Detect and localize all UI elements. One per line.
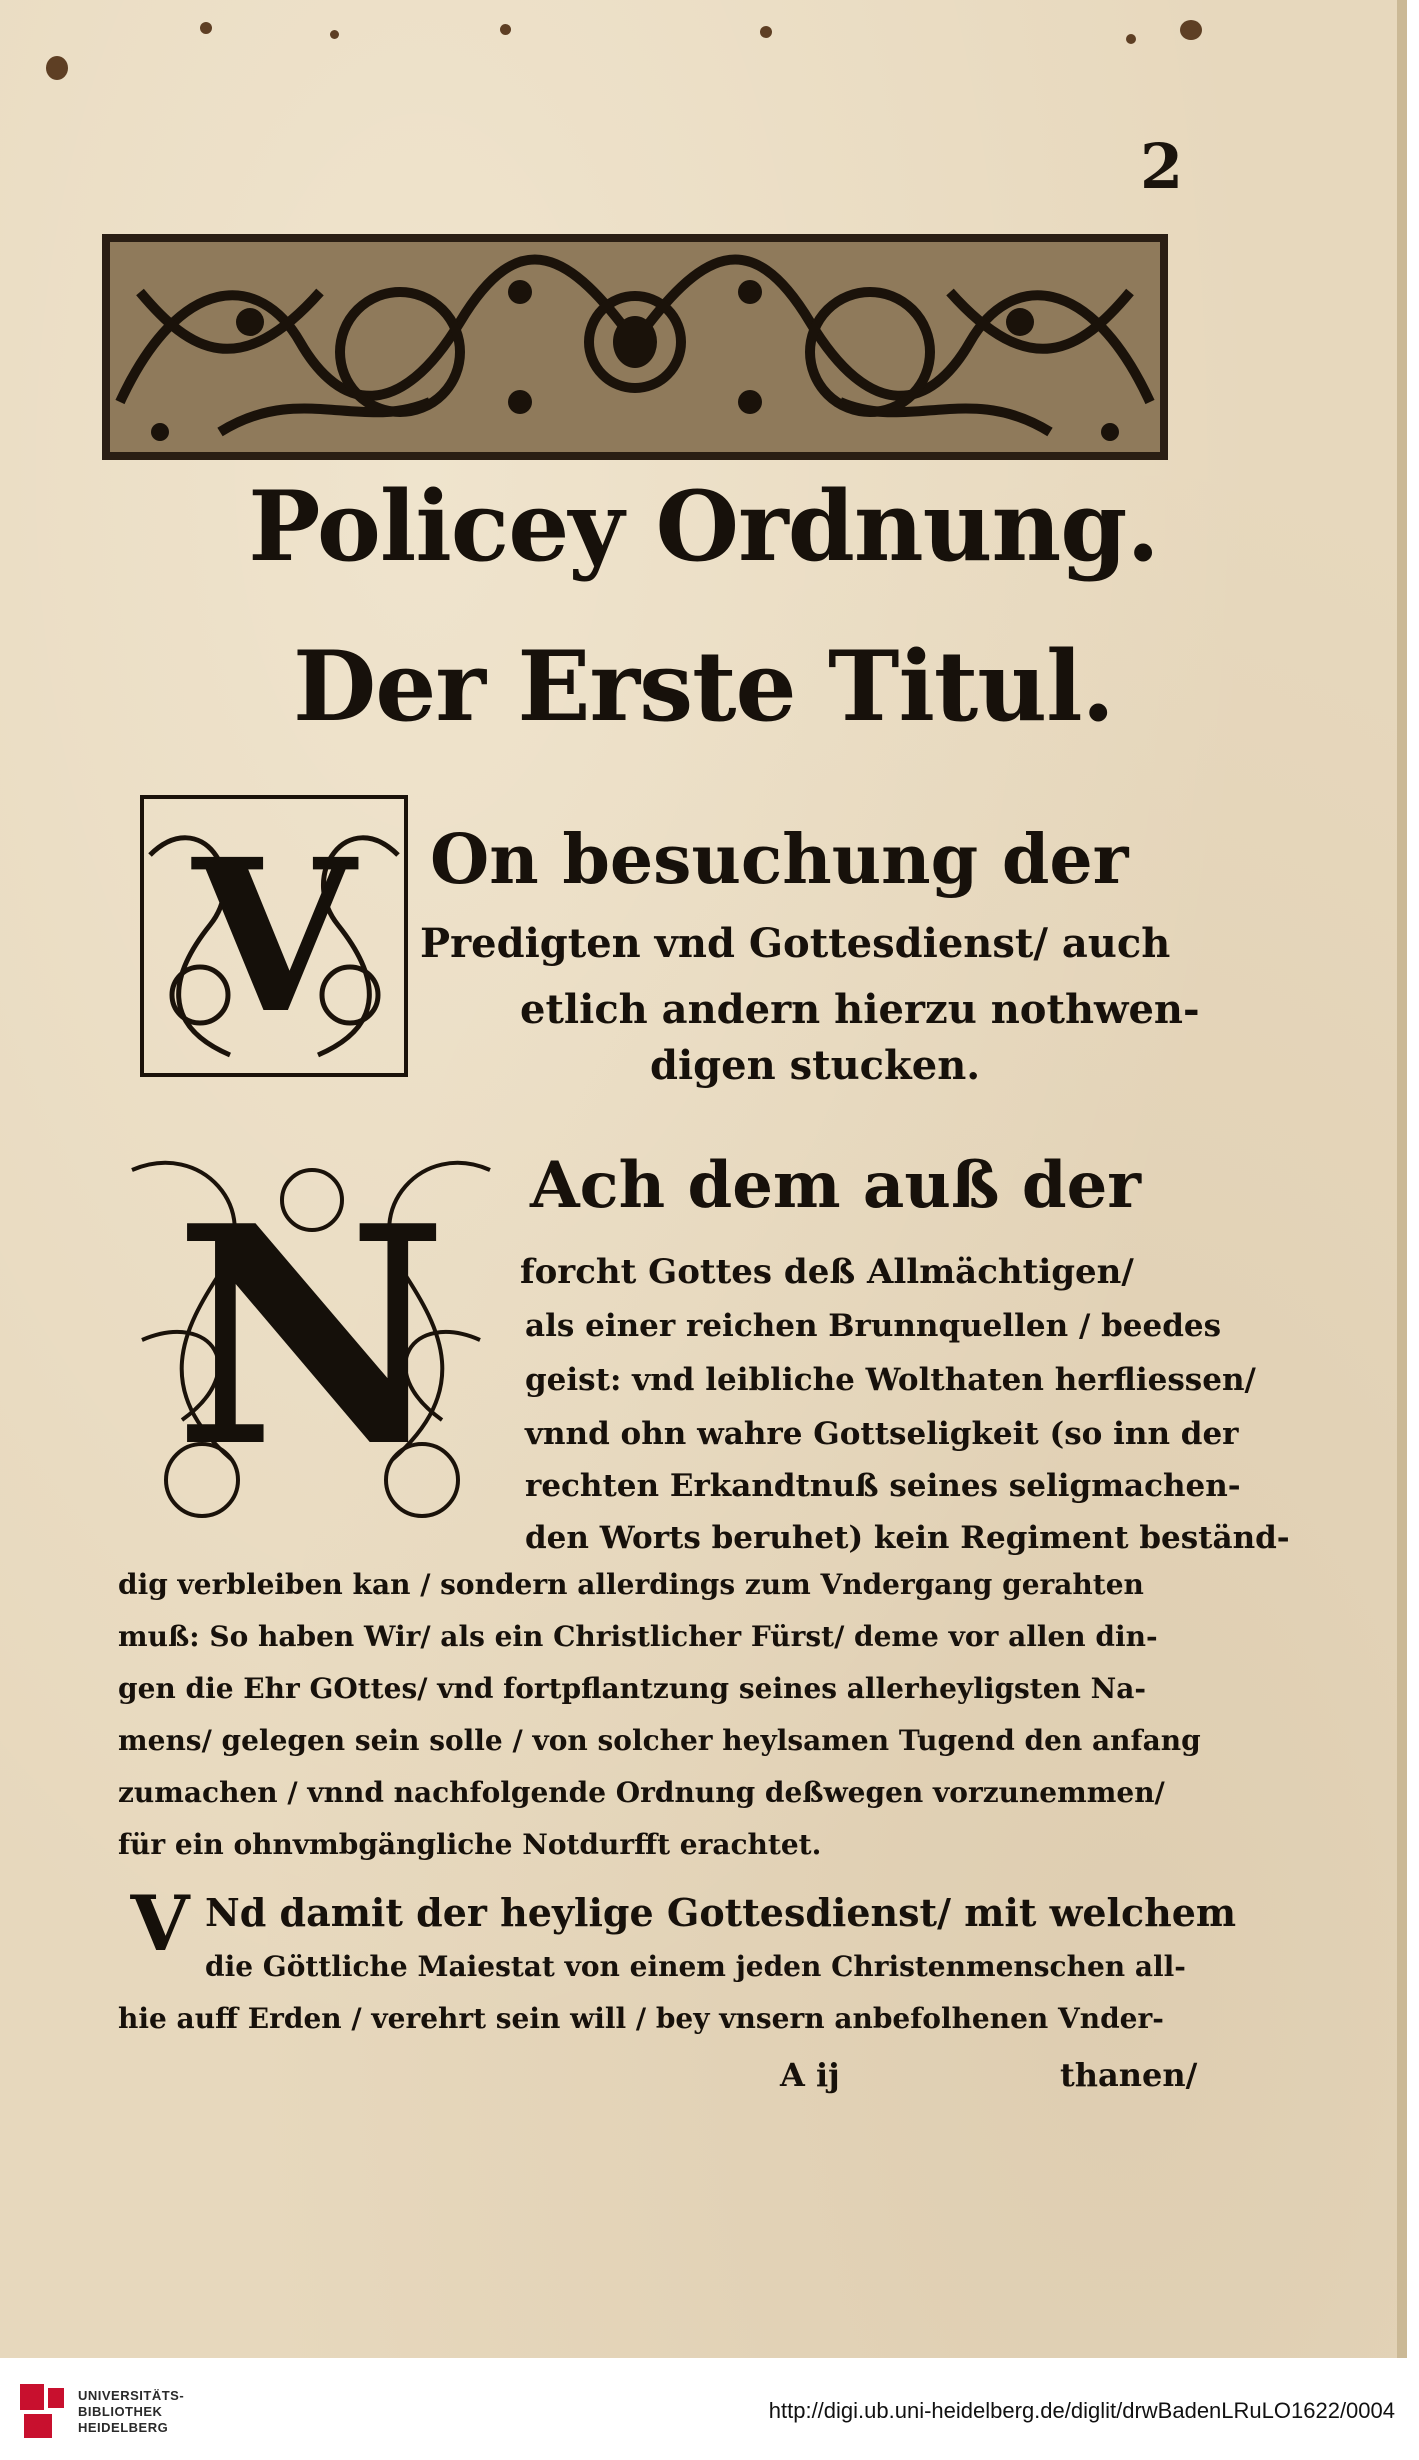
heading-line: On besuchung der [430,820,1129,900]
paragraph-line: Nd damit der heylige Gottesdienst/ mit welchem [205,1890,1237,1935]
paragraph-line: mens/ gelegen sein solle / von solcher heylsamen Tugend den anfang [118,1724,1201,1757]
paragraph-line: die Göttliche Maiestat von einem jeden Christenmenschen all- [205,1950,1186,1983]
decorated-initial-paragraph [122,1140,500,1532]
signature-mark: A ij [780,2056,840,2094]
paragraph-line: geist: vnd leibliche Wolthaten herfliessen/ [525,1362,1256,1398]
stain-spot [200,22,212,34]
logo-line: BIBLIOTHEK [78,2404,163,2419]
page-edge [1397,0,1407,2358]
heading-line: digen stucken. [650,1042,981,1089]
subtitle: Der Erste Titul. [293,630,1114,743]
paragraph-line: zumachen / vnnd nachfolgende Ordnung deßwegen vorzunemmen/ [118,1776,1165,1809]
paragraph-initial [120,1878,200,1968]
paragraph-line: für ein ohnvmbgängliche Notdurfft erachtet. [118,1828,822,1861]
footer-bar [0,2358,1419,2460]
heading-line: etlich andern hierzu nothwen- [520,986,1200,1033]
paragraph-line: gen die Ehr GOttes/ vnd fortpflantzung seines allerheyligsten Na- [118,1672,1147,1705]
stain-spot [1126,34,1136,44]
paragraph-line: muß: So haben Wir/ als ein Christlicher Fürst/ deme vor allen din- [118,1620,1158,1653]
main-title: Policey Ordnung. [248,470,1159,583]
paragraph-line: hie auff Erden / verehrt sein will / bey vnsern anbefolhenen Vnder- [118,2002,1164,2035]
decorated-initial-heading [140,795,408,1077]
catchword: thanen/ [1060,2056,1198,2094]
paragraph-line: Ach dem auß der [530,1148,1141,1223]
paragraph-line: rechten Erkandtnuß seines seligmachen- [525,1468,1241,1504]
permalink-url[interactable]: http://digi.ub.uni-heidelberg.de/diglit/drwBadenLRuLO1622/0004 [768,2398,1395,2423]
stain-spot [46,56,68,80]
page-number: 2 [1140,130,1184,203]
stain-spot [500,24,511,35]
paragraph-line: als einer reichen Brunnquellen / beedes [525,1308,1222,1344]
paragraph-line: forcht Gottes deß Allmächtigen/ [520,1252,1134,1292]
stain-spot [330,30,339,39]
university-logo-icon [14,2380,68,2442]
initial-letter: N [173,1159,449,1513]
initial-letter: V [130,1878,190,1968]
logo-line: HEIDELBERG [78,2420,169,2435]
logo-line: UNIVERSITÄTS- [78,2388,185,2403]
stain-spot [760,26,772,38]
stain-spot [1180,20,1202,40]
ornamental-headpiece [100,232,1170,462]
paragraph-line: den Worts beruhet) kein Regiment beständ- [525,1520,1290,1556]
paragraph-line: vnnd ohn wahre Gottseligkeit (so inn der [525,1416,1239,1452]
heading-line: Predigten vnd Gottesdienst/ auch [420,920,1171,967]
initial-letter: V [192,812,356,1060]
paragraph-line: dig verbleiben kan / sondern allerdings zum Vndergang gerahten [118,1568,1144,1601]
